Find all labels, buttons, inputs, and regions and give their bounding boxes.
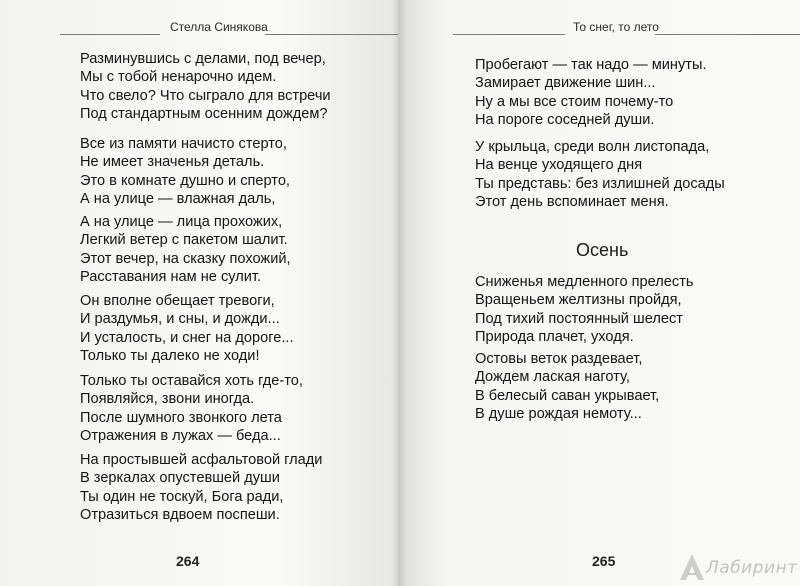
verse-line: Расставания нам не сулит. — [80, 268, 262, 285]
verse-line: На венце уходящего дня — [475, 157, 643, 174]
verse-line: Мы с тобой ненарочно идем. — [80, 69, 277, 86]
verse-line: Ты один не тоскуй, Бога ради, — [80, 488, 284, 505]
verse-line: Только ты оставайся хоть где-то, — [80, 373, 303, 389]
verse-line: Под стандартным осенним дождем? — [80, 105, 328, 122]
verse-line: После шумного звонкого лета — [80, 409, 282, 426]
stanza — [80, 135, 290, 208]
verse-line: Легкий ветер с пакетом шалит. — [80, 232, 288, 249]
stanza — [80, 451, 322, 524]
verse-line: В белесый саван укрывает, — [475, 387, 660, 404]
stanza — [80, 372, 303, 445]
verse-line: Замирает движение шин... — [475, 75, 656, 92]
verse-line: А на улице — влажная даль, — [80, 190, 276, 207]
left-running-head: Стелла Синякова — [170, 20, 268, 34]
verse-line: Сниженья медленного прелесть — [475, 274, 694, 290]
left-page-number: 264 — [176, 553, 200, 569]
verse-line: Вращеньем желтизны пройдя, — [475, 292, 682, 309]
verse-line: Под тихий постоянный шелест — [475, 310, 683, 327]
stanza — [475, 273, 694, 346]
verse-line: И раздумья, и сны, и дожди... — [80, 311, 280, 328]
verse-line: Не имеет значенья деталь. — [80, 154, 265, 171]
verse-line: Появляйся, звони иногда. — [80, 391, 255, 408]
verse-line: Он вполне обещает тревоги, — [80, 293, 275, 309]
verse-line: В душе рождая немоту... — [475, 405, 642, 422]
verse-line: Все из памяти начисто стерто, — [80, 136, 287, 152]
verse-line: Пробегают — так надо — минуты. — [475, 57, 707, 73]
stanza — [475, 138, 725, 211]
verse-line: И усталость, и снег на дороге... — [80, 329, 294, 346]
verse-line: А на улице — лица прохожих, — [80, 214, 283, 230]
right-page-number: 265 — [592, 553, 616, 569]
verse-line: Природа плачет, уходя. — [475, 328, 634, 345]
stanza — [80, 213, 291, 286]
verse-line: Этот вечер, на сказку похожий, — [80, 250, 291, 267]
verse-line: Только ты далеко не ходи! — [80, 347, 260, 364]
poem-title: Осень — [576, 240, 629, 260]
verse-line: Отражения в лужах — беда... — [80, 427, 281, 444]
stanza — [80, 292, 294, 365]
verse-line: Дождем лаская наготу, — [475, 369, 630, 386]
verse-line: У крыльца, среди волн листопада, — [475, 139, 710, 155]
verse-line: В зеркалах опустевшей души — [80, 470, 280, 487]
verse-line: Ты представь: без излишней досады — [475, 175, 725, 192]
left-page — [0, 0, 398, 586]
stanza — [80, 50, 331, 123]
verse-line: Это в комнате душно и сперто, — [80, 172, 290, 189]
right-running-head: То снег, то лето — [573, 20, 659, 34]
stanza — [475, 56, 707, 129]
verse-line: Разминувшись с делами, под вечер, — [80, 51, 326, 67]
verse-line: На простывшей асфальтовой глади — [80, 452, 323, 468]
labirint-logo-icon — [678, 552, 706, 582]
watermark-text: Лабиринт — [706, 558, 798, 578]
verse-line: Что свело? Что сыграло для встречи — [80, 87, 331, 104]
stanza — [475, 350, 659, 423]
labirint-watermark — [678, 552, 796, 582]
verse-line: На пороге соседней души. — [475, 111, 655, 128]
verse-line: Остовы веток раздевает, — [475, 351, 643, 367]
verse-line: Этот день вспоминает меня. — [475, 193, 669, 210]
book-gutter — [392, 0, 406, 586]
verse-line: Отразиться вдвоем поспеши. — [80, 506, 280, 523]
verse-line: Ну а мы все стоим почему-то — [475, 93, 674, 110]
